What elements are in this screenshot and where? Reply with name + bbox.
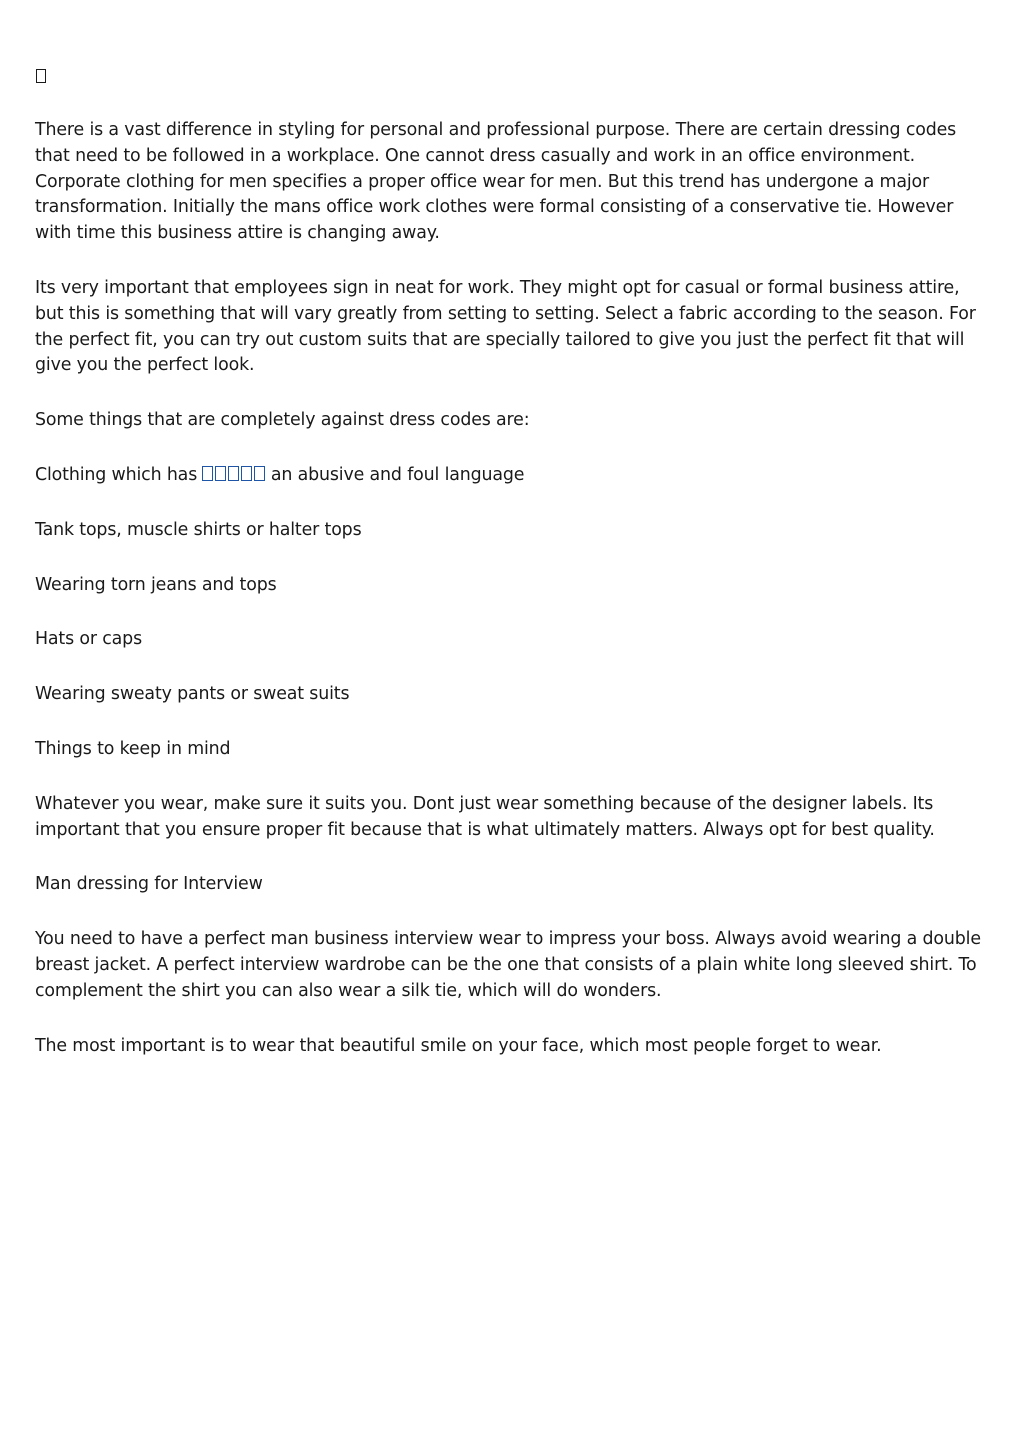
link-glyph-box	[254, 466, 265, 481]
paragraph-interview-wear: You need to have a perfect man business interview wear to impress your boss. Always avoid wearing a double breast jacket. A perfect interview wardrobe can be the one that consists of a plain white long sleeved shirt. To complement the shirt you can also wear a silk tie, which will do wonders.	[35, 929, 981, 1001]
clothing-text-after-link: an abusive and foul language	[265, 464, 525, 485]
list-item-tank-tops: Tank tops, muscle shirts or halter tops	[35, 519, 362, 540]
link-glyph-box	[215, 466, 226, 481]
paragraph-intro: There is a vast difference in styling for personal and professional purpose. There are certain dressing codes that need to be followed in a workplace. One cannot dress casually and work in an office environment. Corporate clothing for men specifies a proper office wear for men. But this trend has undergone a major transformation. Initially the mans office work clothes were formal consisting of a conservative tie. However with time this business attire is changing away.	[35, 120, 957, 244]
list-item-abusive-clothing	[35, 463, 990, 489]
link-glyph-box	[202, 466, 213, 481]
inline-link[interactable]	[202, 465, 265, 485]
heading-things-to-keep-in-mind: Things to keep in mind	[35, 738, 231, 759]
paragraph-against-codes: Some things that are completely against dress codes are:	[35, 410, 530, 431]
list-item-sweat-pants: Wearing sweaty pants or sweat suits	[35, 684, 350, 705]
paragraph-attire: Its very important that employees sign in neat for work. They might opt for casual or formal business attire, but this is something that will vary greatly from setting to setting. Select a fabric according to the season. For the perfect fit, you can try out custom suits that are specially tailored to give you just the perfect fit that will give you the perfect look.	[35, 277, 976, 376]
list-item-torn-jeans: Wearing torn jeans and tops	[35, 574, 277, 595]
list-item-hats: Hats or caps	[35, 629, 142, 650]
heading-interview: Man dressing for Interview	[35, 874, 263, 895]
unrendered-character-icon	[36, 69, 46, 83]
paragraph-smile: The most important is to wear that beautiful smile on your face, which most people forget to wear.	[35, 1035, 882, 1056]
link-glyph-box	[228, 466, 239, 481]
missing-glyph-box	[35, 64, 990, 88]
link-glyph-box	[241, 466, 252, 481]
clothing-text-before-link: Clothing which has	[35, 464, 203, 485]
paragraph-fit: Whatever you wear, make sure it suits you. Dont just wear something because of the designer labels. Its important that you ensure proper fit because that is what ultimately matters. Always opt for best quality.	[35, 793, 935, 840]
document-body	[35, 64, 990, 1088]
